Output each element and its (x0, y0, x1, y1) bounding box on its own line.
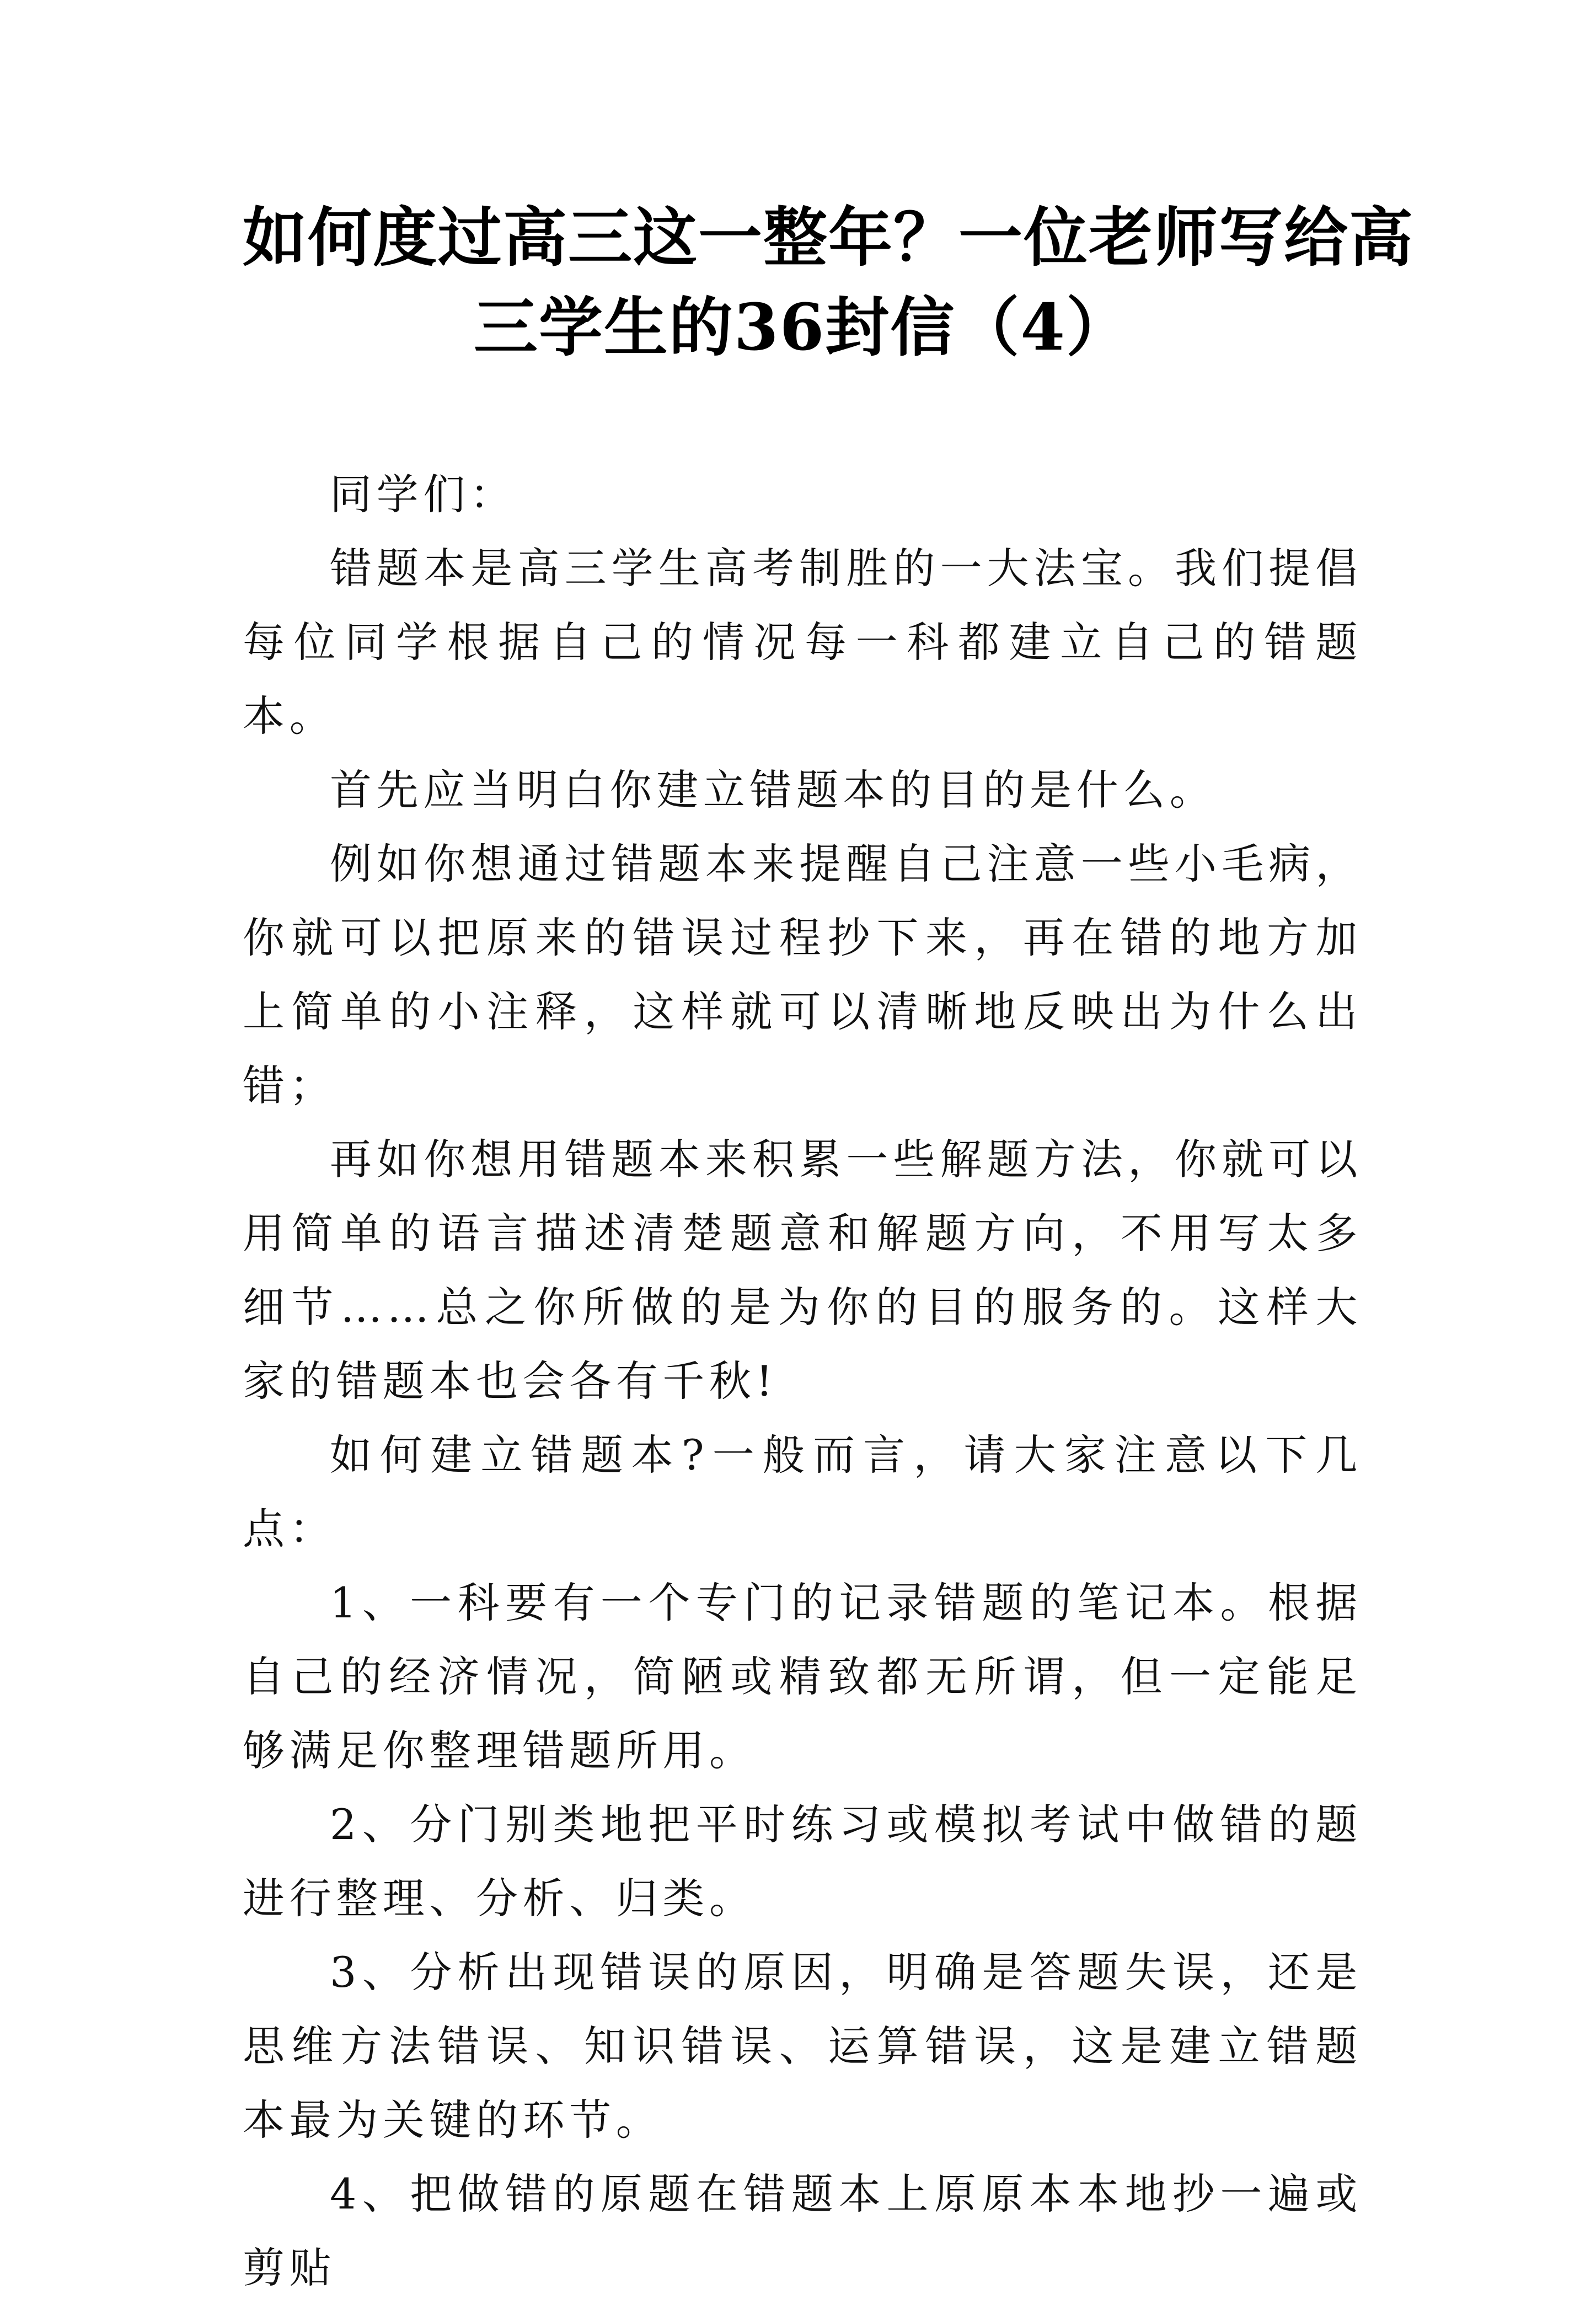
list-item: 3、分析出现错误的原因，明确是答题失误，还是思维方法错误、知识错误、运算错误，这是建立错题本最为关键的环节。 (243, 1948, 1362, 2145)
list-item: 4、把做错的原题在错题本上原原本本地抄一遍或剪贴 (243, 2169, 1362, 2292)
title-line-1: 如何度过高三这一整年？一位老师写给高 (243, 200, 1414, 275)
paragraph: 首先应当明白你建立错题本的目的是什么。 (330, 765, 1217, 814)
list-item: 1、一科要有一个专门的记录错题的笔记本。根据自己的经济情况，简陋或精致都无所谓，但一定能足够满足你整理错题所用。 (243, 1578, 1362, 1775)
list-item: 2、分门别类地把平时练习或模拟考试中做错的题进行整理、分析、归类。 (243, 1800, 1362, 1923)
paragraph: 如何建立错题本?一般而言，请大家注意以下几点： (243, 1430, 1362, 1553)
salutation: 同学们： (330, 470, 517, 519)
paragraph: 错题本是高三学生高考制胜的一大法宝。我们提倡每位同学根据自己的情况每一科都建立自己的错题本。 (243, 544, 1362, 741)
paragraph: 再如你想用错题本来积累一些解题方法，你就可以用简单的语言描述清楚题意和解题方向，不用写太多细节……总之你所做的是为你的目的服务的。这样大家的错题本也会各有千秋! (243, 1135, 1362, 1406)
document-body (243, 458, 1362, 2305)
document-title (243, 193, 1414, 373)
paragraph: 例如你想通过错题本来提醒自己注意一些小毛病，你就可以把原来的错误过程抄下来，再在错的地方加上简单的小注释，这样就可以清晰地反映出为什么出错； (243, 839, 1362, 1110)
title-line-2: 三学生的36封信（4） (473, 290, 1132, 365)
